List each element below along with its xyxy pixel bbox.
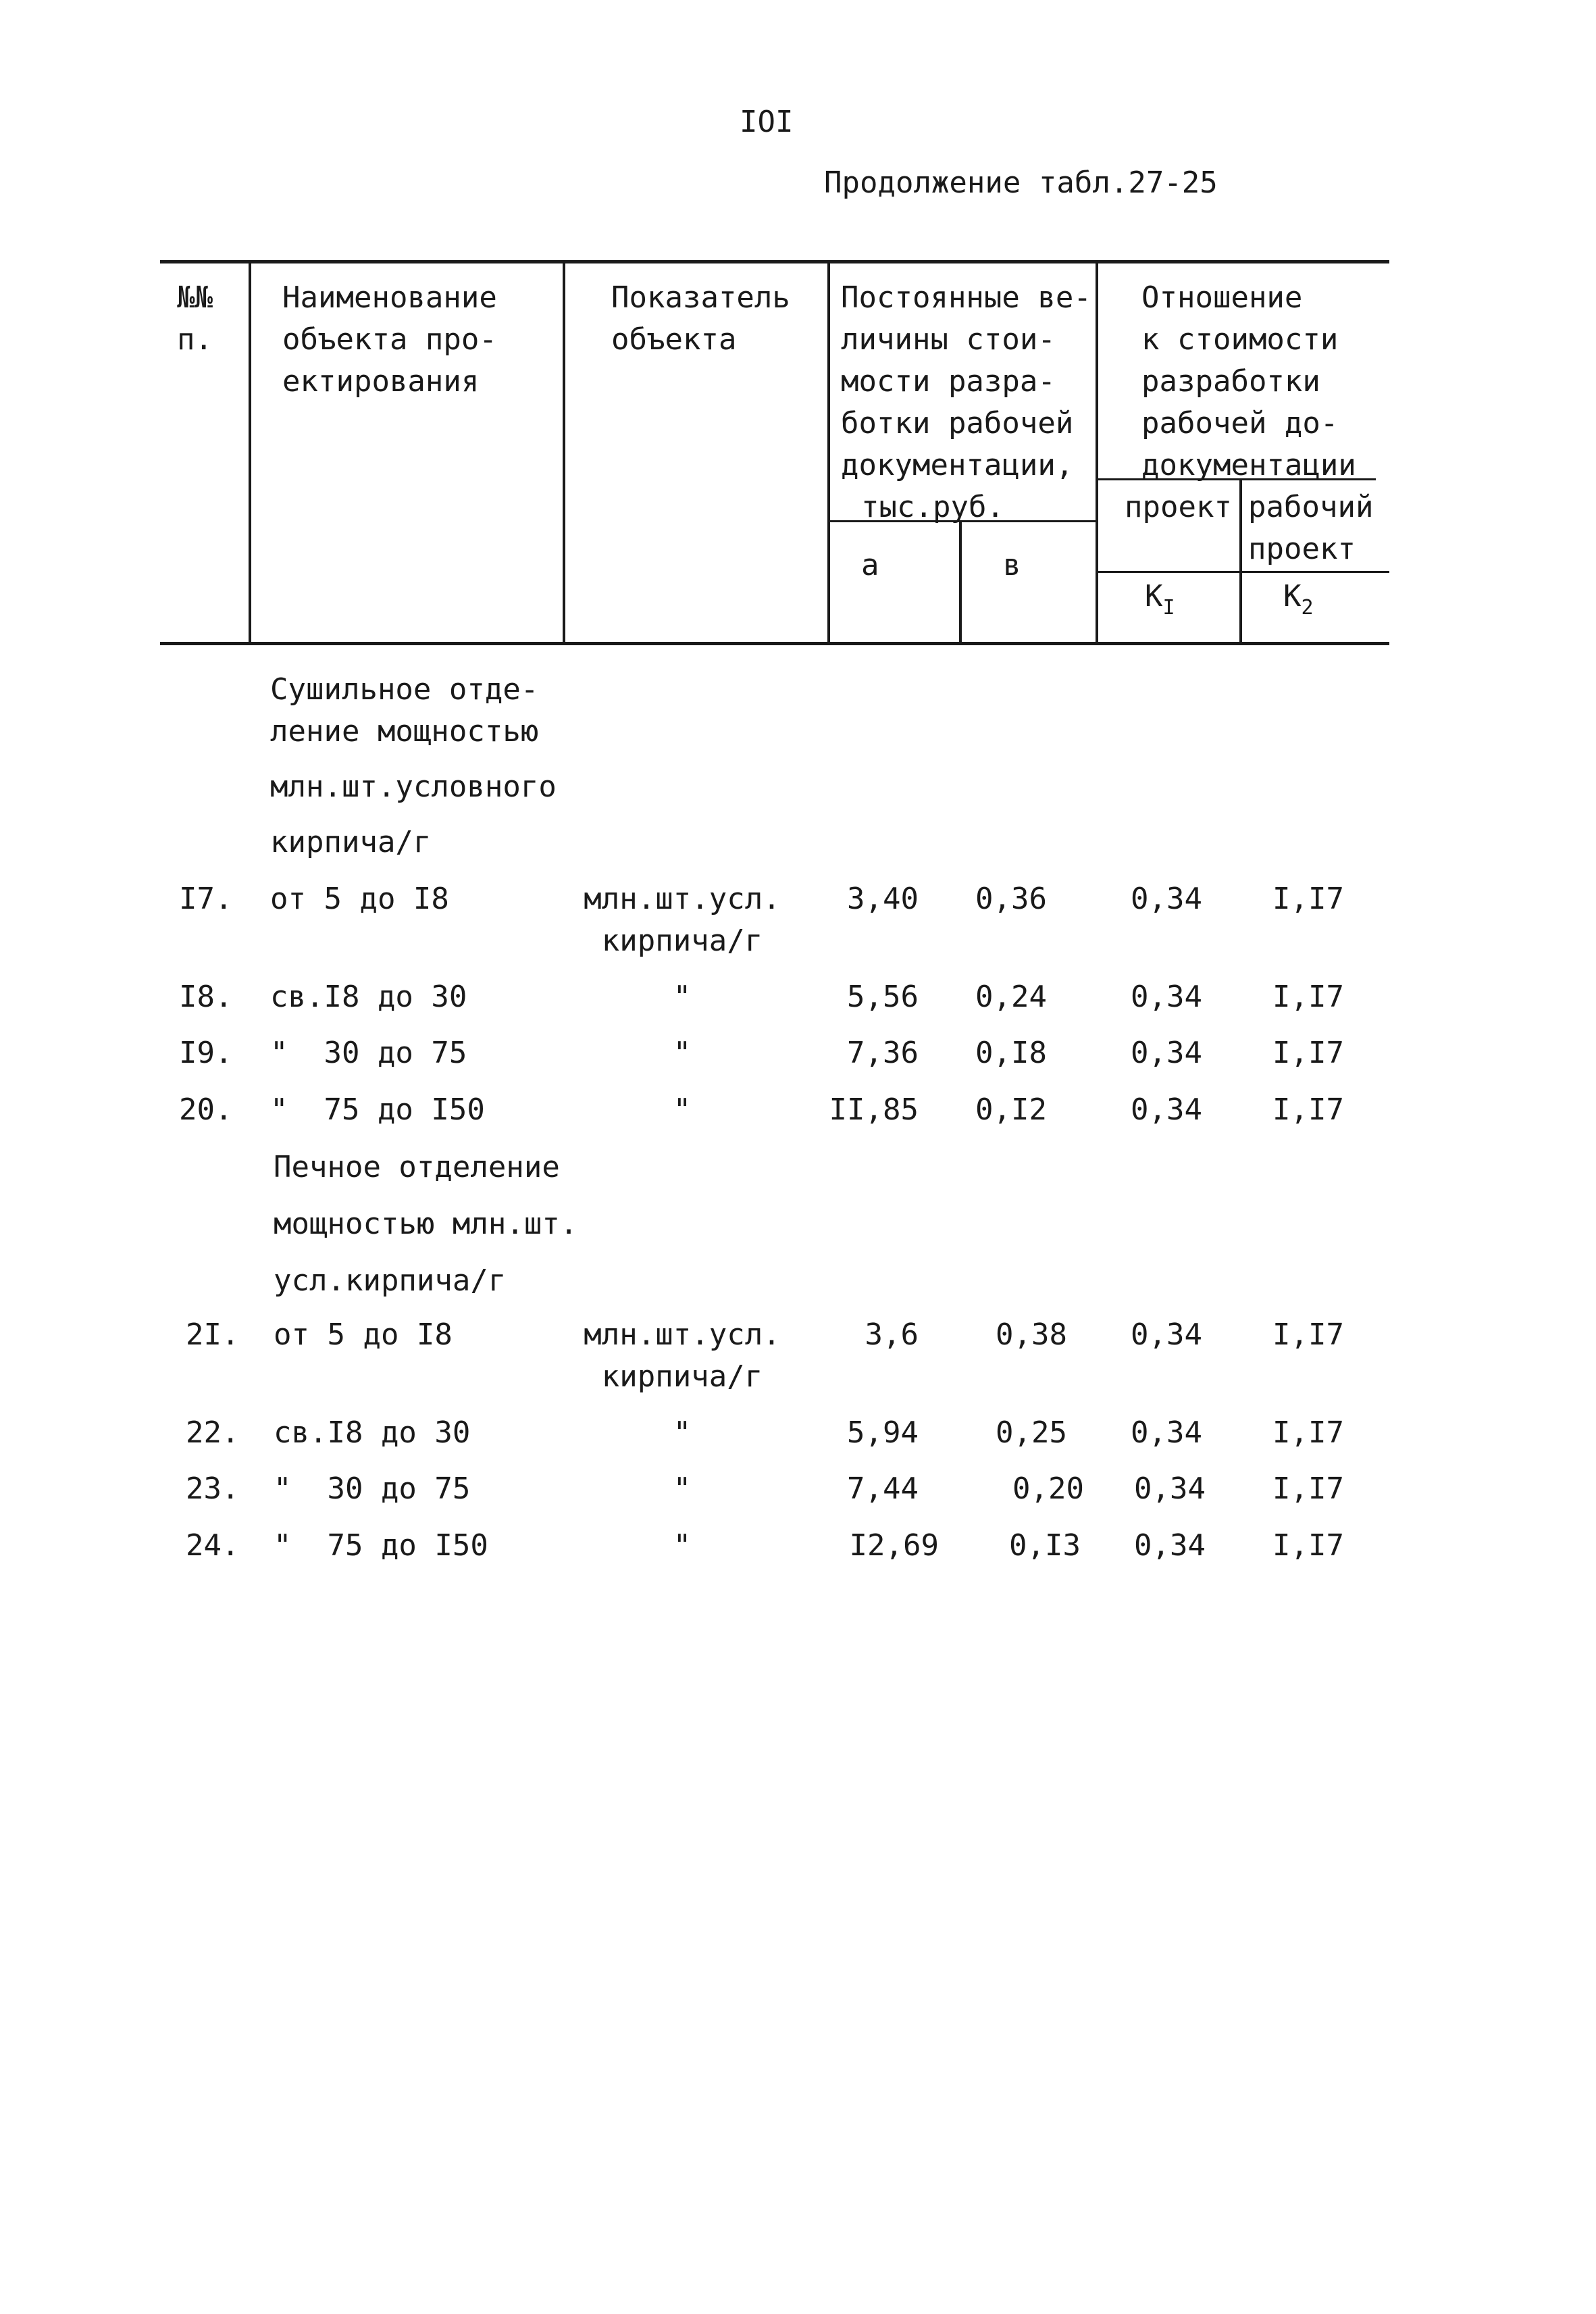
- row-number: I9.: [179, 1036, 233, 1070]
- row-k2: I,I7: [1272, 1092, 1344, 1127]
- col-divider: [1239, 480, 1242, 643]
- header-num: №№ п.: [177, 280, 213, 357]
- section-title: Печное отделение мощностью млн.шт. усл.кирпича/г: [274, 1150, 578, 1298]
- col-divider: [959, 520, 962, 643]
- row-b: 0,36: [975, 882, 1047, 916]
- row-b: 0,20: [1012, 1472, 1084, 1506]
- k-subrule: [1096, 571, 1389, 573]
- row-k1: 0,34: [1134, 1528, 1206, 1563]
- row-number: 23.: [186, 1472, 240, 1506]
- row-name: " 75 до I50: [270, 1092, 485, 1127]
- row-k2: I,I7: [1272, 1472, 1344, 1506]
- col-divider: [1096, 260, 1098, 643]
- row-indicator: ": [673, 1092, 692, 1127]
- row-a: 3,6: [865, 1317, 919, 1352]
- row-name: " 30 до 75: [270, 1036, 467, 1070]
- row-k2: I,I7: [1272, 1415, 1344, 1450]
- page-number: IOI: [740, 105, 794, 139]
- header-name: Наименование объекта про- ектирования: [282, 280, 497, 399]
- row-name: от 5 до I8: [274, 1317, 453, 1352]
- header-top-rule: [160, 260, 1389, 263]
- row-number: 24.: [186, 1528, 240, 1563]
- row-indicator: млн.шт.усл. кирпича/г: [584, 882, 781, 958]
- row-indicator: ": [673, 1415, 692, 1450]
- row-b: 0,24: [975, 980, 1047, 1014]
- row-k2: I,I7: [1272, 1036, 1344, 1070]
- row-a: 5,56: [847, 980, 919, 1014]
- row-b: 0,38: [996, 1317, 1067, 1352]
- row-k2: I,I7: [1272, 882, 1344, 916]
- row-k1: 0,34: [1134, 1472, 1206, 1506]
- header-col-a: а: [861, 548, 879, 582]
- row-a: 3,40: [847, 882, 919, 916]
- col-divider: [249, 260, 251, 643]
- header-constants: Постоянные ве- личины стои- мости разра- ботки рабочей документации, тыс.руб.: [841, 280, 1091, 524]
- header-bottom-rule: [160, 642, 1389, 645]
- row-number: 22.: [186, 1415, 240, 1450]
- header-ratio: Отношение к стоимости разработки рабочей до- документации: [1141, 280, 1356, 482]
- row-b: 0,I8: [975, 1036, 1047, 1070]
- header-k1: $К_I$: [1145, 579, 1175, 620]
- row-name: св.I8 до 30: [274, 1415, 471, 1450]
- row-indicator: ": [673, 1472, 692, 1506]
- row-b: 0,25: [996, 1415, 1067, 1450]
- header-indicator: Показатель объекта: [611, 280, 790, 357]
- col-divider: [827, 260, 830, 643]
- row-indicator: ": [673, 1528, 692, 1563]
- row-number: 2I.: [186, 1317, 240, 1352]
- header-project: проект: [1125, 490, 1232, 524]
- row-k1: 0,34: [1131, 1317, 1202, 1352]
- row-k2: I,I7: [1272, 1528, 1344, 1563]
- section-title: Сушильное отде- ление мощностью млн.шт.условного кирпича/г: [270, 672, 557, 859]
- row-name: от 5 до I8: [270, 882, 449, 916]
- row-k1: 0,34: [1131, 1415, 1202, 1450]
- col-divider: [563, 260, 565, 643]
- row-k2: I,I7: [1272, 980, 1344, 1014]
- row-a: 7,36: [847, 1036, 919, 1070]
- header-k2: $К_2$: [1283, 579, 1314, 620]
- row-b: 0,I3: [1009, 1528, 1081, 1563]
- row-a: 7,44: [847, 1472, 919, 1506]
- row-name: св.I8 до 30: [270, 980, 467, 1014]
- row-a: I2,69: [849, 1528, 939, 1563]
- row-k1: 0,34: [1131, 1092, 1202, 1127]
- header-col-b: в: [1003, 548, 1021, 582]
- row-k2: I,I7: [1272, 1317, 1344, 1352]
- row-k1: 0,34: [1131, 1036, 1202, 1070]
- row-number: I7.: [179, 882, 233, 916]
- header-work-project: рабочий проект: [1248, 490, 1374, 566]
- table-caption: Продолжение табл.27-25: [824, 166, 1218, 200]
- row-indicator: ": [673, 1036, 692, 1070]
- row-name: " 75 до I50: [274, 1528, 488, 1563]
- row-k1: 0,34: [1131, 980, 1202, 1014]
- row-a: 5,94: [847, 1415, 919, 1450]
- row-name: " 30 до 75: [274, 1472, 471, 1506]
- row-b: 0,I2: [975, 1092, 1047, 1127]
- row-number: 20.: [179, 1092, 233, 1127]
- row-indicator: млн.шт.усл. кирпича/г: [584, 1317, 781, 1394]
- row-a: II,85: [829, 1092, 919, 1127]
- row-indicator: ": [673, 980, 692, 1014]
- row-k1: 0,34: [1131, 882, 1202, 916]
- row-number: I8.: [179, 980, 233, 1014]
